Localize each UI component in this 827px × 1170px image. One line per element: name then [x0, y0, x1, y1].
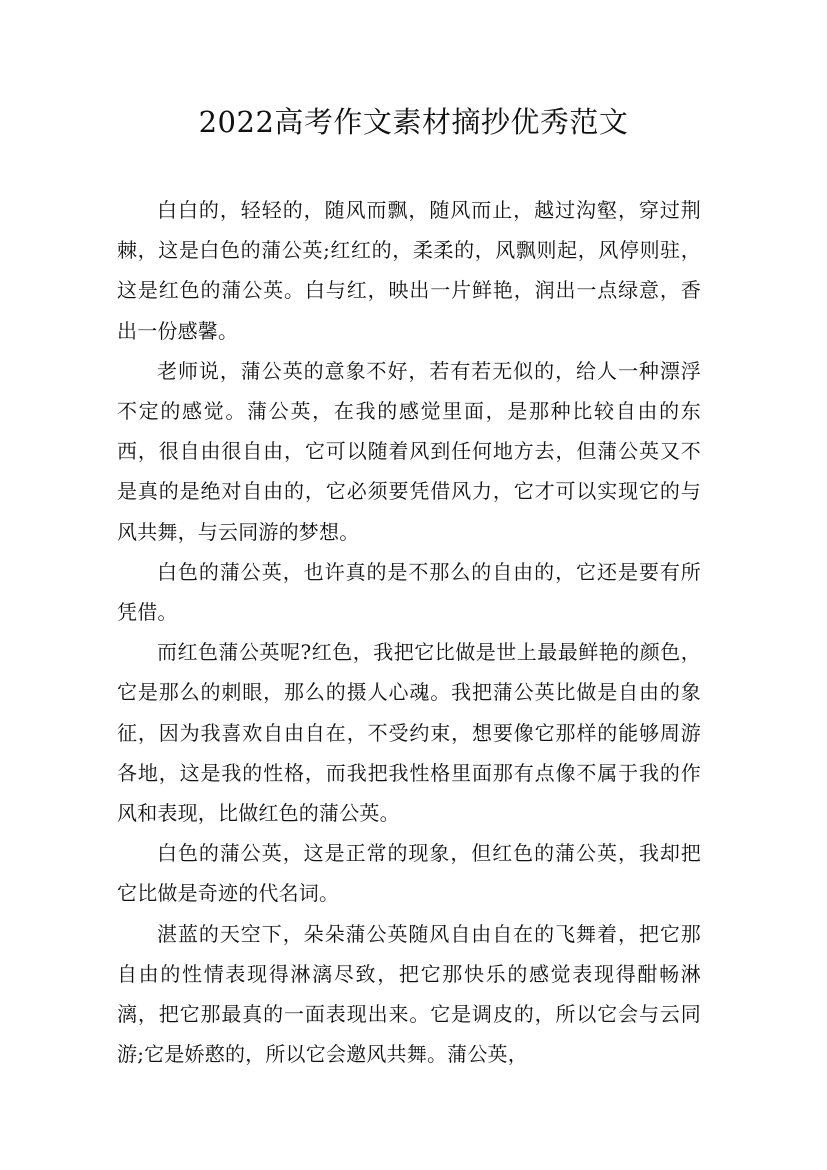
paragraph-2: 老师说，蒲公英的意象不好，若有若无似的，给人一种漂浮不定的感觉。蒲公英，在我的感觉里面，是那种比较自由的东西，很自由很自由，它可以随着风到任何地方去，但蒲公英又不是真的是绝对自由的，它必须要凭借风力，它才可以实现它的与风共舞，与云同游的梦想。 — [117, 358, 701, 544]
paragraph-5: 白色的蒲公英，这是正常的现象，但红色的蒲公英，我却把它比做是奇迹的代名词。 — [117, 841, 701, 906]
paragraph-6: 湛蓝的天空下，朵朵蒲公英随风自由自在的飞舞着，把它那自由的性情表现得淋漓尽致，把它那快乐的感觉表现得酣畅淋漓，把它那最真的一面表现出来。它是调皮的，所以它会与云同游;它是娇憨的，所以它会邀风共舞。蒲公英， — [117, 921, 701, 1067]
paragraph-1: 白白的，轻轻的，随风而飘，随风而止，越过沟壑，穿过荆棘，这是白色的蒲公英;红红的，柔柔的，风飘则起，风停则驻，这是红色的蒲公英。白与红，映出一片鲜艳，润出一点绿意，香出一份感馨。 — [117, 198, 701, 343]
paragraph-4: 而红色蒲公英呢?红色，我把它比做是世上最最鲜艳的颜色，它是那么的刺眼，那么的摄人心魂。我把蒲公英比做是自由的象征，因为我喜欢自由自在，不受约束，想要像它那样的能够周游各地，这是我的性格，而我把我性格里面那有点像不属于我的作风和表现，比做红色的蒲公英。 — [117, 640, 701, 826]
paragraph-3: 白色的蒲公英，也许真的是不那么的自由的，它还是要有所凭借。 — [117, 559, 701, 625]
document-body — [117, 190, 701, 1074]
document-title: 2022高考作文素材摘抄优秀范文 — [198, 105, 629, 139]
